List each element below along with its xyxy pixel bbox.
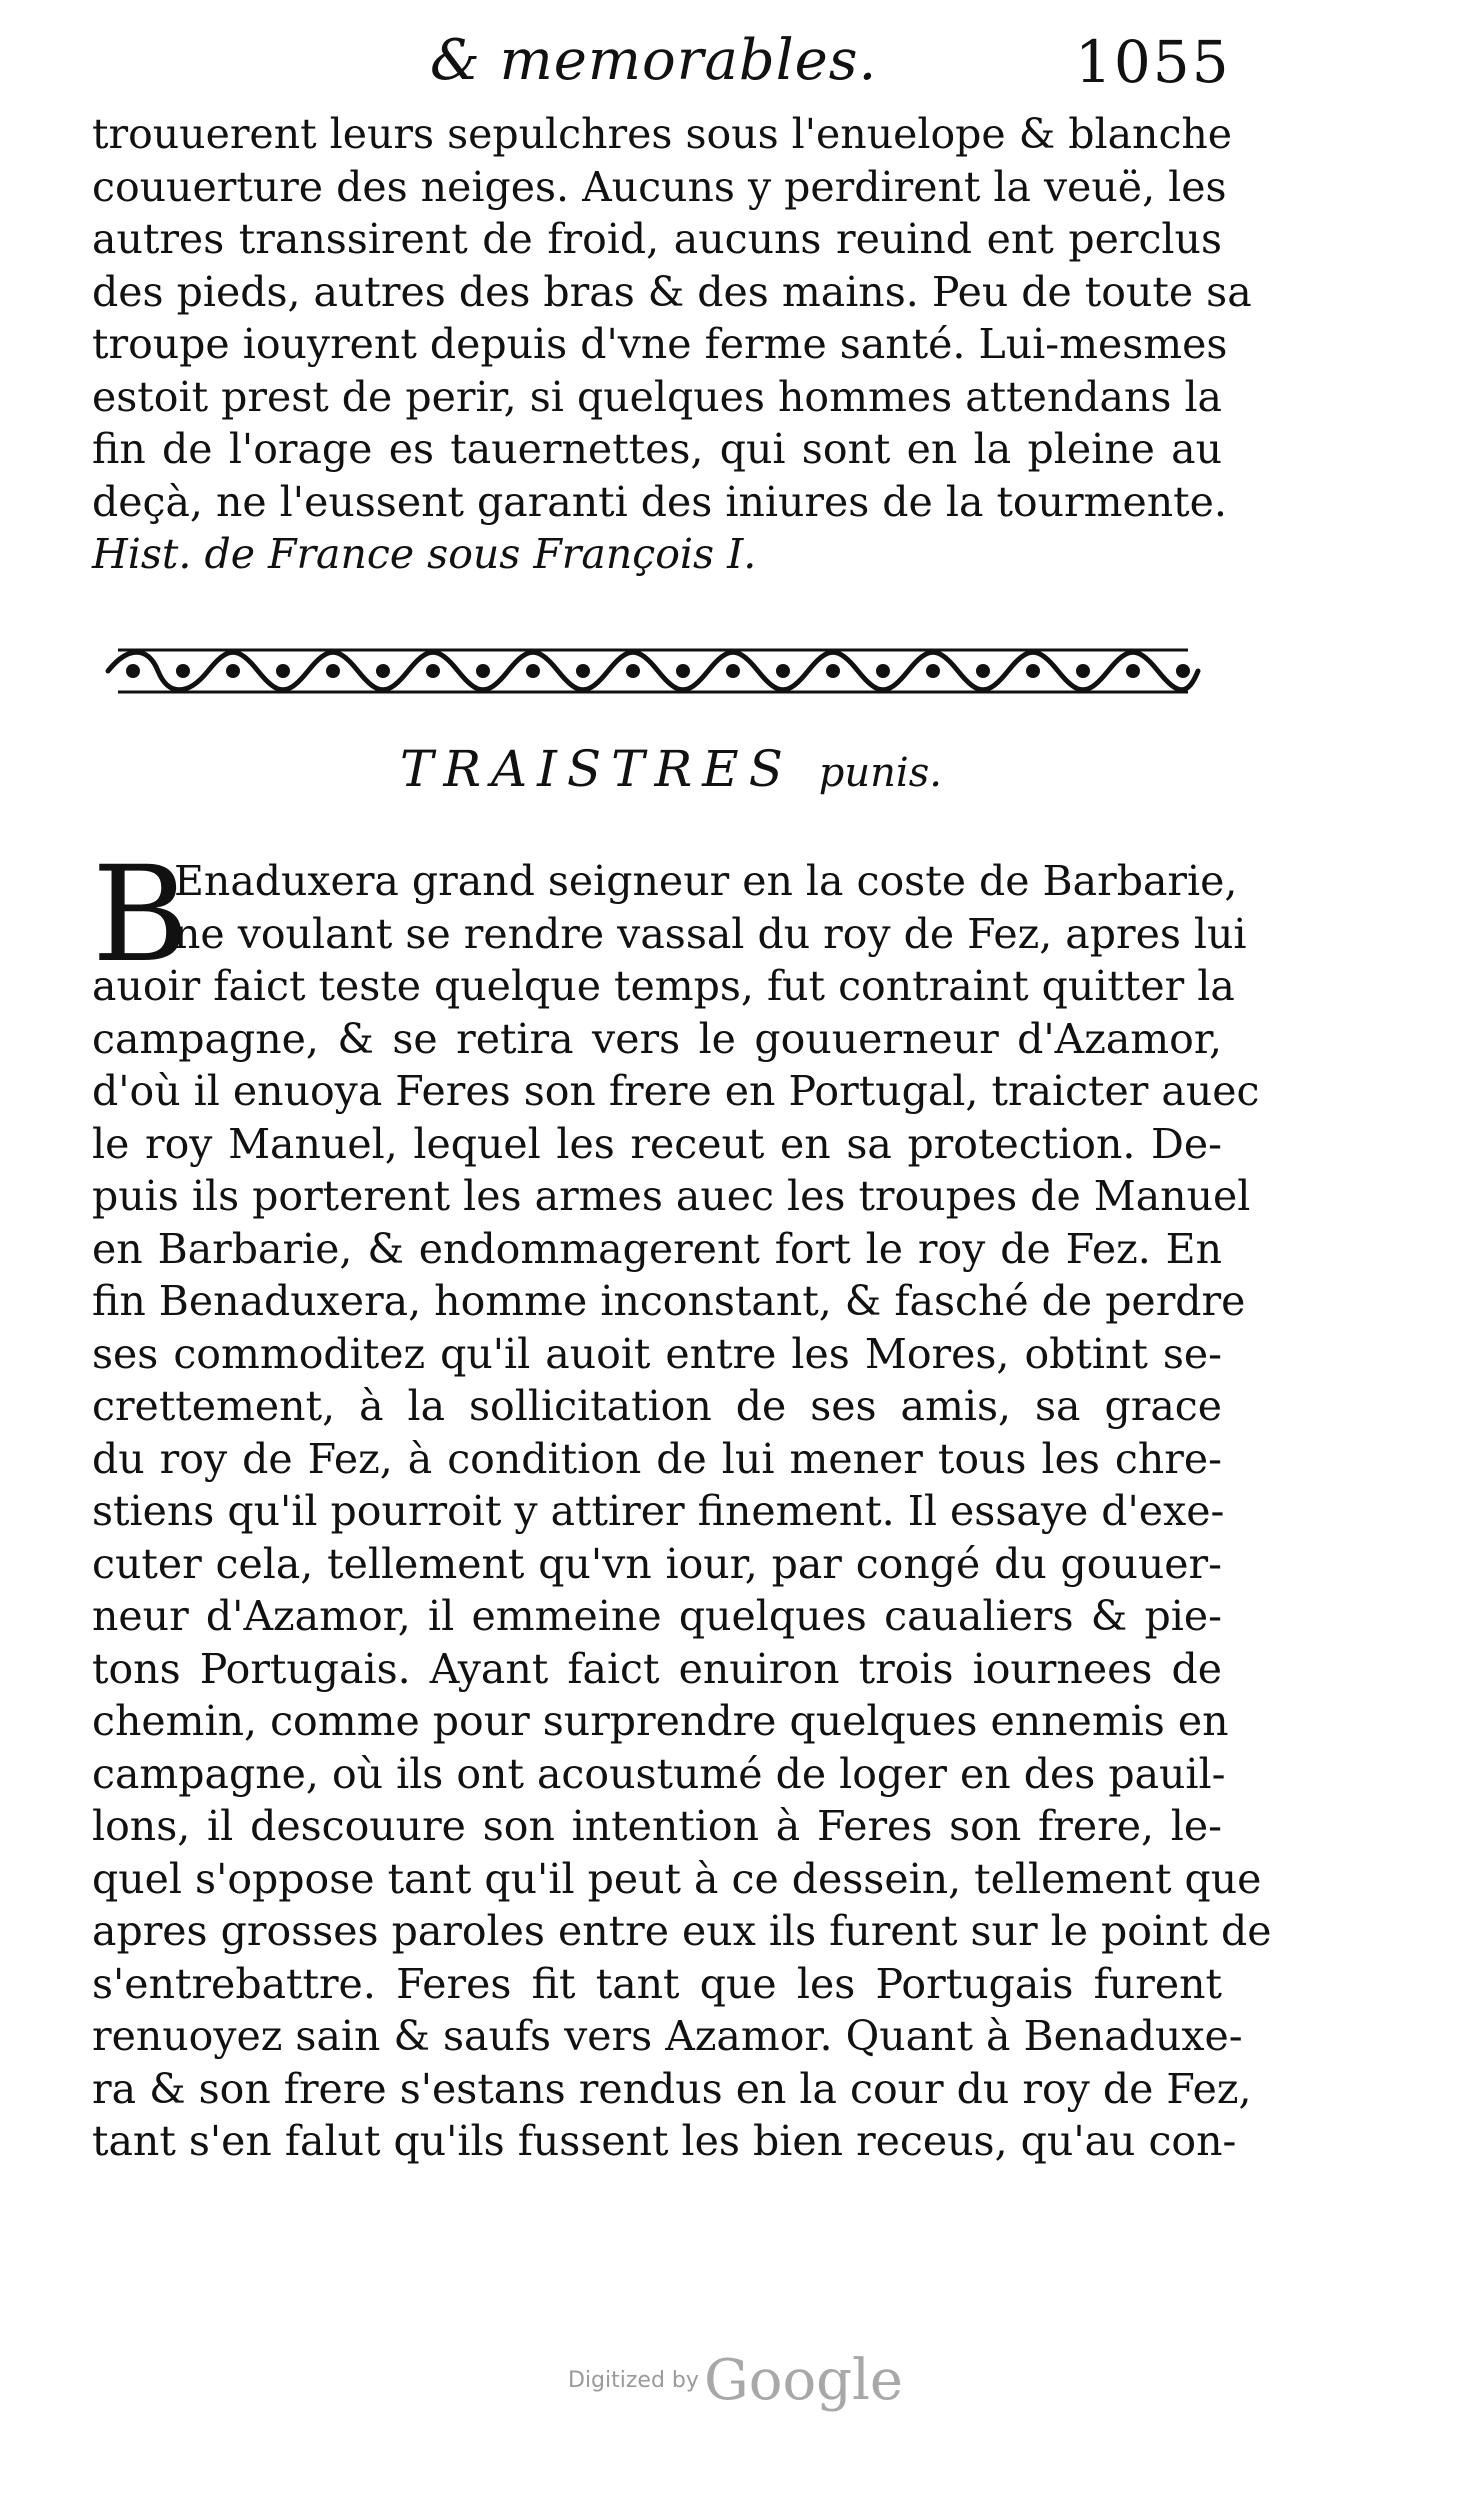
text-line: ses commoditez qu'il auoit entre les Mores, obtint se- — [92, 1329, 1222, 1378]
ornament-band-icon — [98, 640, 1208, 702]
text-line: fin de l'orage es tauernettes, qui sont en la pleine au — [92, 425, 1222, 473]
article-text — [92, 838, 1272, 2168]
text-line: deçà, ne l'eussent garanti des iniures de la tourmente. — [92, 477, 1227, 526]
section-title-small: punis. — [818, 750, 942, 796]
digitized-by-google-watermark — [568, 2348, 928, 2413]
running-title: & memorables. — [430, 28, 878, 93]
text-line: des pieds, autres des bras & des mains. Peu de toute sa — [92, 267, 1252, 316]
text-line: apres grosses paroles entre eux ils furent sur le point de — [92, 1907, 1272, 1955]
text-line: chemin, comme pour surprendre quelques ennemis en — [92, 1697, 1229, 1745]
page-number: 1055 — [1075, 28, 1231, 96]
text-line: trouuerent leurs sepulchres sous l'enuelope & blanche — [92, 110, 1233, 158]
source-citation: Hist. de France sous François I. — [92, 530, 757, 578]
text-line: troupe iouyrent depuis d'vne ferme santé. Lui-mesmes — [92, 320, 1228, 368]
text-line: en Barbarie, & endommagerent fort le roy de Fez. En — [92, 1224, 1222, 1273]
text-line: crettement, à la sollicitation de ses amis, sa grace — [92, 1382, 1222, 1430]
previous-entry-text — [92, 108, 1252, 581]
text-line: du roy de Fez, à condition de lui mener tous les chre- — [92, 1434, 1222, 1483]
text-line: renuoyez sain & saufs vers Azamor. Quant à Benaduxe- — [92, 2012, 1243, 2060]
text-line: ra & son frere s'estans rendus en la cour du roy de Fez, — [92, 2064, 1252, 2113]
text-line: le roy Manuel, lequel les receut en sa protection. De- — [92, 1119, 1222, 1168]
text-line: d'où il enuoya Feres son frere en Portugal, traicter auec — [92, 1067, 1260, 1115]
section-title-main: TRAISTRES — [400, 740, 793, 798]
section-title — [400, 740, 942, 798]
text-line: tons Portugais. Ayant faict enuiron trois iournees de — [92, 1644, 1222, 1693]
text-line: estoit prest de perir, si quelques hommes attendans la — [92, 372, 1222, 421]
text-line: couuerture des neiges. Aucuns y perdirent la veuë, les — [92, 162, 1227, 211]
text-line: campagne, & se retira vers le gouuerneur d'Azamor, — [92, 1014, 1222, 1063]
text-line: autres transsirent de froid, aucuns reuind ent perclus — [92, 215, 1222, 263]
text-line: tant s'en falut qu'ils fussent les bien receus, qu'au con- — [92, 2117, 1237, 2165]
text-line: fin Benaduxera, homme inconstant, & fasché de perdre — [92, 1277, 1246, 1325]
text-line: auoir faict teste quelque temps, fut contraint quitter la — [92, 962, 1235, 1010]
text-line: cuter cela, tellement qu'vn iour, par congé du gouuer- — [92, 1539, 1222, 1588]
text-line: Enaduxera grand seigneur en la coste de Barbarie, — [174, 857, 1238, 905]
text-line: stiens qu'il pourroit y attirer finement. Il essaye d'exe- — [92, 1487, 1225, 1535]
text-line: campagne, où ils ont acoustumé de loger en des pauil- — [92, 1749, 1226, 1798]
text-line: s'entrebattre. Feres fit tant que les Portugais furent — [92, 1959, 1222, 2008]
digitized-label: Digitized by — [568, 2368, 699, 2393]
text-line: quel s'oppose tant qu'il peut à ce dessein, tellement que — [92, 1854, 1262, 1903]
text-line: ne voulant se rendre vassal du roy de Fez, apres lui — [174, 909, 1247, 958]
text-line: neur d'Azamor, il emmeine quelques caualiers & pie- — [92, 1592, 1222, 1640]
drop-cap: B — [92, 838, 190, 992]
text-line: lons, il descouure son intention à Feres son frere, le- — [92, 1802, 1222, 1850]
text-line: puis ils porterent les armes auec les troupes de Manuel — [92, 1172, 1251, 1220]
google-logo: Google — [704, 2348, 904, 2413]
